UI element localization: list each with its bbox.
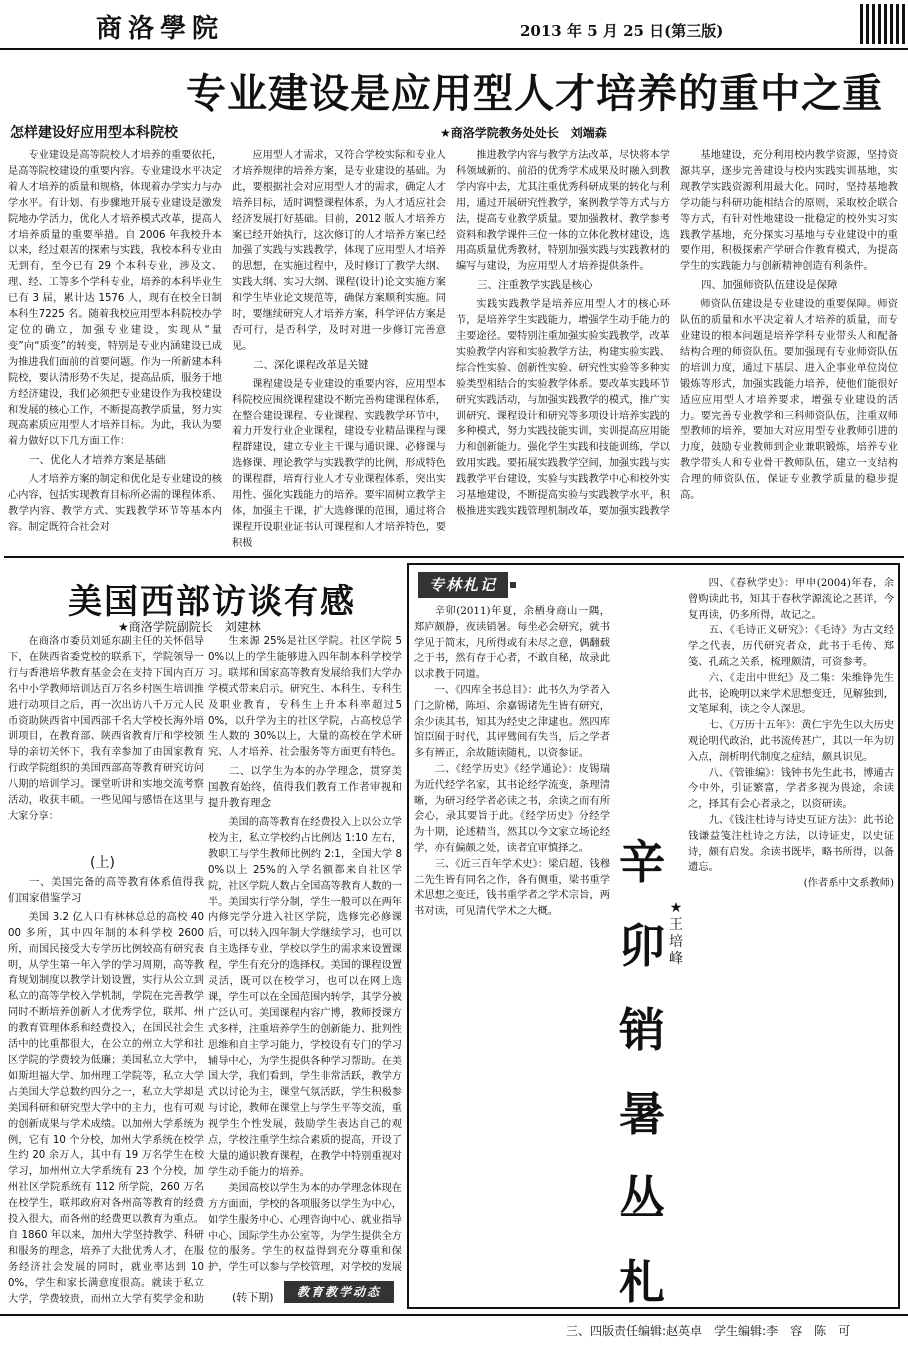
- author-affiliation: (作者系中文系教师): [803, 877, 894, 890]
- section-heading: 一、优化人才培养方案是基础: [29, 454, 166, 467]
- paragraph: 美国的高等教育在经费投入上以公立学校为主，私立学校约占比例达 1:10 左右，教职工与学生教师比例约 2:1，全国大学 80%以上 25%的入学名额都来自社区学院，社区学院人数占全国高等教育人数的一半。美国实行学分制，学生一般可以在两年内修完学分进入社区学院，选修完必修课后，可以转入四年制大学继续学习，也可以自主选择专业，学校以学生的需求来设置课程，学生有充分的选择权。美国的课程设置灵活，既可以在校学习，也可以在网上选课，学生可以在全国范围内转学，其学分被广泛认可。美国课程内容广博，教师授课方式多样，注重培养学生的创新能力、批判性思维和自主学习能力，学校设有专门的学习辅导中心，为学生提供各种学习帮助。在美国大学，我们看到，学生非常活跃，教学方式以讨论为主，课堂气氛活跃，学生积极参与讨论，教师在课堂上与学生平等交流，重视学生个性发展，鼓励学生表达自己的观点，学校注重学生综合素质的提高，开设了大量的通识教育课程，在教学中特别重视对学生动手能力的培养。: [208, 816, 402, 1178]
- paragraph: 基地建设，充分利用校内教学资源，坚持资源共享，逐步完善建设与校内实践实训基地，实现教学实践资源利用最大化。同时，坚持基地教学功能与科研功能相结合的原则，采取校企联合等方式，有针对性地建设一批稳定的校外实习实践教学基地，充分探实习基地与专业建设中的重要作用，积极探索产学研合作教育模式，为提高学生的实践能力与创新精神创造有利条件。: [680, 150, 898, 273]
- article1-column-4: [680, 148, 898, 548]
- essay-title: 辛卯销暑丛札: [619, 835, 665, 1309]
- article2-column-1-body: [8, 872, 204, 1308]
- essay-column-1: [414, 604, 610, 1304]
- issue-date: 2013 年 5 月 25 日(第三版): [520, 22, 724, 40]
- column-tag-notes: 专林札记: [418, 572, 508, 598]
- article1-column-1: [8, 148, 222, 548]
- paragraph: 五、《毛诗正义研究》：《毛诗》为古文经学之代表，历代研究者众，此书于毛传、郑笺、孔疏之关系，梳理颇清，可资参考。: [688, 624, 894, 668]
- paragraph: 推进教学内容与教学方法改革，尽快将本学科领域新的、前沿的优秀学术成果及时融入到教学内容中去，尤其注重优秀科研成果的转化与利用，通过开展研究性教学，案例教学等方式与方法，提高专业教学质量。要加强教材、教学参考资料和教学课件三位一体的立体化教材建设，选用高质量优秀教材，特别加强实践与实践教材的编写与建设，为应用型人才培养提供条件。: [456, 150, 670, 273]
- article2-column-1-intro: [8, 634, 204, 848]
- paragraph: 美国高校以学生为本的办学理念体现在方方面面，学校的各项服务以学生为中心，如学生服务中心、心理咨询中心、就业指导中心、国际学生办公室等，为学生提供全方位的服务。学生的权益得到充分尊重和保护，学生可以参与学校管理，对学校的发展: [208, 1182, 402, 1274]
- editor-credits: 三、四版责任编辑:赵英卓 学生编辑:李 容 陈 可: [566, 1324, 851, 1338]
- section-heading: 二、以学生为本的办学理念，贯穿美国教育始终，值得我们教育工作者审视和提升教育理念: [208, 765, 402, 810]
- section-heading: 四、加强师资队伍建设是保障: [701, 279, 838, 292]
- paragraph: 专业建设是高等院校人才培养的重要依托，是高等院校建设的重要内容。专业建设水平决定着人才培养的质量和规格，体现着办学实力与办学水平。有计划、有步骤地开展专业建设是激发院地办学活力，优化人才培养模式改革，提高人才培养质量的重要举措。自 2006 年我校升本以来，经过艰苦的探索与实践，我校本科专业由无到有，至今已有 29 个本科专业，涉及文、理、经、工等多个学科专业，培养的本科毕业生已有 3 届，累计达 1576 人，现有在校全日制本科生7225 名。随着我校应用型本科院校办学定位的确立，加强专业建设，实现从“量变”向“质变”的转变，特别是专业内涵建设已成为推进我们面前的首要问题。作为一所新建本科院校，要认清形势不失足，提高品质，服务于地方经济建设，我们必须把专业建设作为我校建设和发展的核心工作，不断提高教学质量，努力实现高素质应用型人才培养目标。为此，我认为要着力做好以下几方面工作：: [8, 150, 222, 448]
- article1-column-2: [232, 148, 446, 548]
- paragraph: 一、《四库全书总目》：此书久为学者入门之阶梯，陈垣、余嘉锡诸先生皆有研究，余少读其书，知其为经史之津逮也。然四库馆臣囿于时代，其评骘间有失当，后之学者多有辨正，余故随读随札，以资参证。: [414, 683, 610, 760]
- paragraph: 师资队伍建设是专业建设的重要保障。师资队伍的质量和水平决定着人才培养的质量，而专业建设的根本问题是培养学科专业带头人和配备结构合理的师资队伍。要加强现有专业师资队伍的培训力度，通过下基层、进入企事业单位岗位锻炼等形式，加强实践能力培养，使他们能很好适应应用型人才培养要求，增强专业建设的活力。要完善专业教学和三科师资队伍，注重双师型教师的培养，要加大对应用型专业教师引进的力度，鼓励专业教师到企业兼职锻炼，培养专业教学带头人和专业骨干教师队伍，建立一支结构合理的师资队伍，保证专业教学质量的稳步提高。: [680, 299, 898, 502]
- paragraph: 三、《近三百年学术史》：梁启超、钱穆二先生皆有同名之作，各有侧重，梁书重学术思想之变迁，钱书重学者之学术宗旨，两书对读，可见清代学术之大概。: [414, 857, 610, 918]
- part-marker: (上): [90, 855, 115, 871]
- newspaper-logo: 商洛學院: [96, 14, 225, 44]
- paragraph: 应用型人才需求，又符合学校实际和专业人才培养规律的培养方案，是专业建设的基础。为此，要根据社会对应用型人才的需求，确定人才培养目标，适时调整课程体系，为人才适应社会经济发展打好基础。目前，2012 版人才培养方案已经开始执行，这次修订的人才培养方案已经加强了实践与实践教学，体现了应用型人才培养的思想，在实施过程中，及时修订了教学大纲、实践大纲、实习大纲、课程(设计)论文实施方案和学生毕业论文规范等，确保方案顺利实施。同时，要继续研究人才培养方案，科学评估方案是否可行，是否科学，及时对进一步修订完善意见。: [232, 150, 446, 352]
- article2-headline: 美国西部访谈有感: [68, 582, 356, 622]
- paragraph: 美国 3.2 亿人口有林林总总的高校 4000 多所，其中四年制的本科学校 2600 所，而国民接受大专学历比例较高有研究表明，从学生第一年入学的学习周期，高等教育规划制度以教学计划设置，实行从公立到私立的高等学校入学机制，学院在完善教学同时不断培养创新人才优秀学位，联邦、州的教育管理体系和经费投入，在国民社会生活中的比重都很大，在公立的州立大学和社区学院的学费较为低廉；美国私立大学中，如斯坦福大学、加州理工学院等，私立大学占美国大学总数约四分之一，私立大学却是美国科研和研究型大学中的主力，也有可观的创新成果与学术成绩。以加州大学系统为例，它有 10 个分校，加州大学系统在校学生约 20 余万人，其中有 19 万名学生在校学习，加州州立大学系统有 23 个分校，加州社区学院系统有 112 所学院，260 万名在校学生，联邦政府对各州高等教育的经费投入很大，而各州的经费更以教育为重点。自 1860 年以来，加州大学坚持教学、科研和服务的理念，培养了大批优秀人才，在服务经济社会发展的同时，就业率达到 100%，学生和家长满意度很高。就读于私立大学，学费较贵，而州立大学有奖学金和助: [8, 911, 204, 1305]
- continued-note: (转下期): [232, 1291, 274, 1304]
- article1-headline: 专业建设是应用型人才培养的重中之重: [186, 71, 883, 117]
- paragraph: 四、《春秋学史》：甲申(2004)年春，余曾购读此书，知其于春秋学源流论之甚详，今复再读，仍多所得，故记之。: [688, 577, 894, 621]
- essay-author: ★王培峰: [669, 900, 683, 967]
- paragraph: 课程建设是专业建设的重要内容，应用型本科院校应围绕课程建设不断完善构建课程体系，在整合建设课程、专业课程、实践教学环节中，着力开发行业企业课程，建设专业精品课程与课程群建设，建立专业主干课与通识课、必修课与选修课、理论教学与实践教学的比例，形成特色的课程群，培育行业人才专业课程体系，突出实用性、强化实践能力的培养。要牢固树立教学主体，加强主干课，扩大选修课的范围，通过将合课程开设职业证书认可课程和人才培养特色，要积极: [232, 378, 446, 548]
- paragraph: 六、《走出中世纪》及二集：朱维铮先生此书，论晚明以来学术思想变迁，见解独到，文笔犀利，读之令人深思。: [688, 671, 894, 716]
- paragraph: 七、《万历十五年》：黄仁宇先生以大历史观论明代政治，此书流传甚广，其以一年为切入点，剖析明代制度之症结，颇具识见。: [688, 719, 894, 763]
- article1-column-3: [456, 148, 670, 548]
- section-heading: 一、美国完备的高等教育体系值得我们国家借鉴学习: [8, 876, 204, 904]
- article1-kicker: 怎样建设好应用型本科院校: [10, 125, 178, 141]
- essay-column-2: [688, 576, 894, 1304]
- paragraph: 在商洛市委员刘延东副主任的关怀倡导下，在陕西省委党校的联系下，学院领导一行与香港培华教育基金会在支持下国内百万名中小学教师培训达百万名乡村医生培训推进行动项目之后，再一次出访八千万元人民币资助陕西省中国西部千名大学校长海外培训项目，在教育部、陕西省教育厅和学校领导的亲切关怀下，我有幸参加了由国家教育行政学院组织的美国西部高等教育研究访问八期的培训学习。课堂听讲和实地交流考察活动，收获丰硕。一些见闻与感悟在这里与大家分享：: [8, 636, 204, 822]
- section-heading: 三、注重教学实践是核心: [477, 279, 593, 292]
- section-heading: 二、深化课程改革是关键: [253, 358, 369, 371]
- paragraph: 生来源 25%是社区学院。社区学院 50%以上的学生能够进入四年制本科学校学习。联邦和国家高等教育发展给我们大学办学模式带来启示。研究生、本科生、专科生及职业教育，专科生上升本科率超过50%，以升学为主的社区学院，占高校总学生人数的 30%以上，大量的高校在学术研究、人才培养、社会服务等方面更有特色。: [208, 636, 402, 759]
- section-divider: [4, 556, 904, 558]
- column-tag-education: 教育教学动态: [284, 1281, 394, 1303]
- paragraph: 八、《管锥编》：钱钟书先生此书，博通古今中外，引证繁富，学者多视为畏途，余读之，择其有会心者录之，以资研读。: [688, 766, 894, 811]
- paragraph: 辛卯(2011)年夏，余栖身商山一隅，郑庐颇静，夜读销暑。每坐必会研究，就书学见于简末，凡所得或有未尽之意，偶翻载之于书，然有存于心者，不敢自秘，故录此以求教于同道。: [414, 605, 610, 681]
- article1-byline: ★商洛学院教务处处长 刘端森: [440, 126, 607, 140]
- paragraph: 二、《经学历史》《经学通论》：皮锡瑞为近代经学名家，其书论经学流变，条理清晰，为研习经学者必读之书，余读之而有所会心，录其要旨于此。《经学历史》分经学为十期，论述精当，然其以今文家立场论经学，亦有偏颇之处，读者宜审慎择之。: [414, 762, 610, 854]
- article2-byline: ★商洛学院副院长 刘建林: [118, 620, 261, 634]
- paragraph: 实践实践教学是培养应用型人才的核心环节，是培养学生实践能力，增强学生动手能力的主要途径。要特别注重加强实验实践教学，改革实验教学内容和实验教学方法，构建实验实践、综合性实验、创新性实验、研究性实验等多种实验类型相结合的实验教学体系。要改革实践环节研究实践活动，与加强实践教学的模式，推广实训研究、课程设计和研究等多项设计培养实践的多种模式，努力实践技能实训，实训提高应用能力和创新能力。强化学生实践和技能训练，学以致用实践。要拓展实践教学空间，加强实践与实践教学平台建设，实验与实践教学中心和校外实习基地建设，不断提高实验与实践教学水平，积极推进实践实践管理机制改革，要加强实践教学: [456, 299, 670, 517]
- paragraph: 人才培养方案的制定和优化是专业建设的核心内容，包括实现教育目标所必需的课程体系、教学内容、教学方式、实践教学环节等基本内容。制定既符合社会对: [8, 474, 222, 533]
- tag-ornament-icon: [510, 582, 516, 588]
- barcode-strip-icon: [860, 4, 906, 44]
- paragraph: 九、《钱注杜诗与诗史互证方法》：此书论钱谦益笺注杜诗之方法，以诗证史，以史证诗，颇有启发。余读书既毕，略书所得，以备遗忘。: [688, 813, 894, 874]
- article2-column-2: [208, 634, 402, 1276]
